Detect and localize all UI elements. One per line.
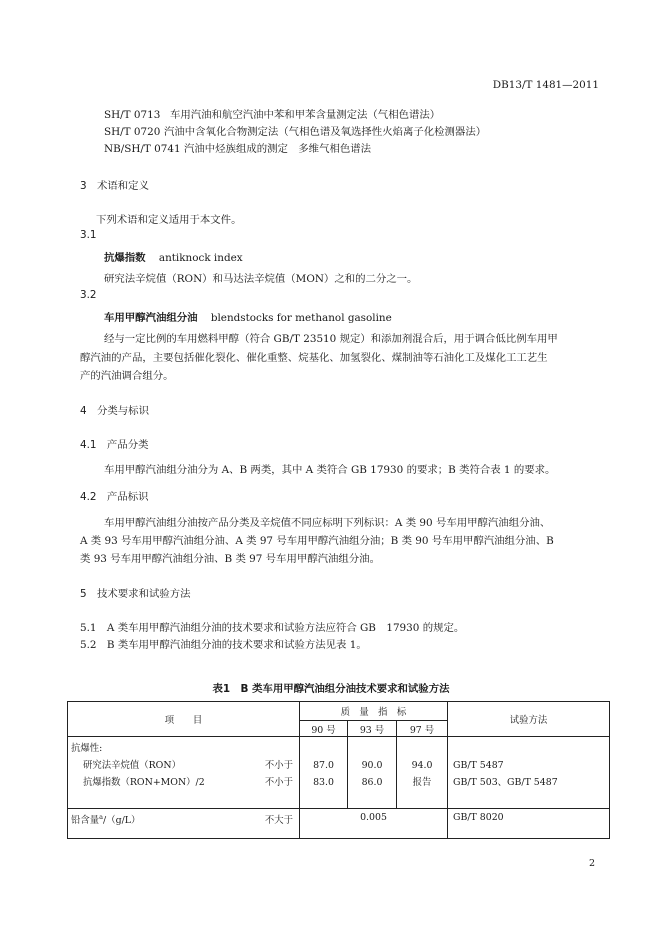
value-cell: 94.0 (411, 760, 433, 771)
term-en: antiknock index (158, 252, 243, 264)
term-3-2-title (104, 309, 392, 324)
term-cn: 抗爆指数 (104, 252, 146, 264)
term-3-1-title (104, 249, 243, 264)
lead-name: 铅含量$^a$/（g/L） (71, 812, 141, 826)
lead-method-cell: GB/T 8020 (448, 809, 610, 839)
table-row (68, 809, 610, 839)
value-93-cell (348, 737, 397, 809)
section-5-heading: 5 技术要求和试验方法 (80, 588, 191, 600)
header-quality: 质 量 指 标 (300, 702, 448, 721)
document-id-header: DB13/T 1481—2011 (492, 79, 599, 91)
grade-97: 97 号 (397, 721, 448, 737)
reference-title: 汽油中烃族组成的测定 多维气相色谱法 (184, 143, 372, 155)
method-text: GB/T 5487 (453, 760, 504, 771)
term-3-1-number: 3.1 (80, 229, 97, 241)
value-cell: 83.0 (313, 777, 334, 788)
method-text: GB/T 503、GB/T 5487 (453, 777, 558, 788)
lead-value-cell: 0.005 (300, 809, 448, 839)
header-method: 试验方法 (448, 702, 610, 737)
table-caption: 表1 B 类车用甲醇汽油组分油技术要求和试验方法 (212, 683, 450, 695)
value-cell: 报告 (412, 777, 432, 788)
grade-90: 90 号 (300, 721, 348, 737)
term-cn: 车用甲醇汽油组分油 (104, 312, 198, 324)
row-limit: 不大于 (264, 815, 293, 826)
reference-code: SH/T 0713 (104, 109, 161, 121)
term-3-2-definition-line: 醇汽油的产品，主要包括催化裂化、催化重整、烷基化、加氢裂化、煤制油等石油化工及煤化工工艺生 (80, 352, 548, 364)
section-4-2-line: A 类 93 号车用甲醇汽油组分油、A 类 97 号车用甲醇汽油组分油；B 类 90 号车用甲醇汽油组分油、B (80, 535, 554, 547)
method-cell (448, 737, 610, 809)
term-3-1-definition: 研究法辛烷值（RON）和马达法辛烷值（MON）之和的二分之一。 (104, 273, 418, 285)
section-3-intro: 下列术语和定义适用于本文件。 (96, 214, 242, 226)
term-en: blendstocks for methanol gasoline (210, 312, 392, 324)
spec-table (67, 701, 610, 839)
table-row (68, 737, 610, 809)
group-label: 抗爆性: (71, 743, 103, 754)
term-3-2-number: 3.2 (80, 289, 97, 301)
section-4-2-heading: 4.2 产品标识 (80, 491, 149, 503)
section-4-2-line: 类 93 号车用甲醇汽油组分油、B 类 97 号车用甲醇汽油组分油。 (80, 553, 380, 565)
section-4-1-text: 车用甲醇汽油组分油分为 A、B 两类，其中 A 类符合 GB 17930 的要求；B 类符合表 1 的要求。 (104, 464, 556, 476)
row-aki (71, 774, 299, 791)
row-name: 抗爆指数（RON+MON）/2 (83, 777, 205, 788)
value-90-cell (300, 737, 348, 809)
row-limit: 不小于 (264, 777, 293, 788)
reference-line (104, 106, 440, 121)
reference-line (104, 123, 486, 138)
reference-title: 汽油中含氧化合物测定法（气相色谱及氧选择性火焰离子化检测器法） (164, 126, 487, 138)
row-ron (71, 757, 299, 774)
header-item: 项 目 (68, 702, 300, 737)
table-header-row (68, 702, 610, 721)
antiknock-item-cell (68, 737, 300, 809)
section-5-1-text: 5.1 A 类车用甲醇汽油组分油的技术要求和试验方法应符合 GB 17930 的规定。 (80, 622, 465, 634)
reference-code: SH/T 0720 (104, 126, 161, 138)
row-name: 研究法辛烷值（RON） (83, 760, 181, 771)
section-4-2-line: 车用甲醇汽油组分油按产品分类及辛烷值不同应标明下列标识：A 类 90 号车用甲醇汽油组分油、 (104, 517, 551, 529)
section-3-heading: 3 术语和定义 (80, 180, 149, 192)
reference-code: NB/SH/T 0741 (104, 143, 181, 155)
row-limit: 不小于 (264, 760, 293, 771)
section-5-2-text: 5.2 B 类车用甲醇汽油组分油的技术要求和试验方法见表 1。 (80, 639, 367, 651)
reference-line (104, 140, 371, 155)
value-cell: 87.0 (313, 760, 334, 771)
term-3-2-definition-line: 产的汽油调合组分。 (80, 370, 174, 382)
page-number: 2 (588, 858, 595, 869)
lead-item-cell (68, 809, 300, 839)
section-4-1-heading: 4.1 产品分类 (80, 439, 149, 451)
reference-title: 车用汽油和航空汽油中苯和甲苯含量测定法（气相色谱法） (170, 109, 441, 121)
value-97-cell (397, 737, 448, 809)
term-3-2-definition-line: 经与一定比例的车用燃料甲醇（符合 GB/T 23510 规定）和添加剂混合后，用于调合低比例车用甲 (104, 333, 558, 345)
section-4-heading: 4 分类与标识 (80, 405, 149, 417)
value-cell: 90.0 (361, 760, 383, 771)
grade-93: 93 号 (348, 721, 397, 737)
value-cell: 86.0 (361, 777, 383, 788)
